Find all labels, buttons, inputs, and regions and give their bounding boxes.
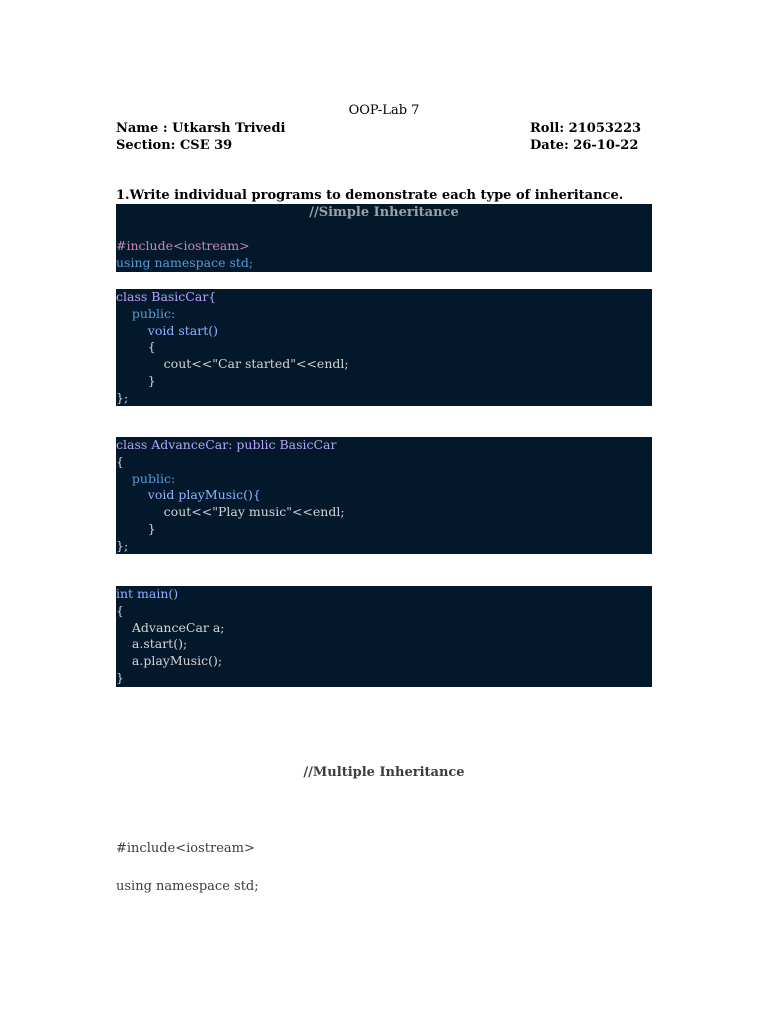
code-line: cout<<"Car started"<<endl; <box>116 356 349 372</box>
code-line: int main() <box>116 586 179 601</box>
code-line: }; <box>116 537 129 553</box>
student-name: Name : Utkarsh Trivedi <box>116 121 286 136</box>
code-block-main <box>116 586 652 687</box>
simple-inheritance-heading: //Simple Inheritance <box>309 205 459 220</box>
code-line: }; <box>116 389 129 405</box>
using-line <box>116 255 652 272</box>
code-line: class AdvanceCar: public BasicCar <box>116 437 337 452</box>
code-block-advancecar <box>116 437 652 554</box>
blank-line <box>116 221 652 238</box>
code-block-basiccar <box>116 289 652 406</box>
code-line: a.start(); <box>116 636 188 652</box>
code-line: void playMusic(){ <box>116 487 261 503</box>
include-directive-plain: #include<iostream> <box>116 841 255 856</box>
include-line <box>116 238 652 255</box>
question-text: 1.Write individual programs to demonstrate each type of inheritance. <box>116 188 624 203</box>
date-label: Date: 26-10-22 <box>530 138 639 153</box>
code-line: { <box>116 453 124 469</box>
include-directive: #include<iostream> <box>116 237 250 253</box>
code-line: { <box>116 339 156 355</box>
code-line: a.playMusic(); <box>116 653 223 669</box>
code-line: } <box>116 669 124 685</box>
code-line: { <box>116 602 124 618</box>
multiple-inheritance-heading: //Multiple Inheritance <box>303 765 465 780</box>
using-statement: using namespace std; <box>116 254 254 270</box>
code-line: class BasicCar{ <box>116 289 217 304</box>
code-line: void start() <box>116 322 218 338</box>
code-line: cout<<"Play music"<<endl; <box>116 504 345 520</box>
code-line: public: <box>116 470 176 486</box>
code-line: AdvanceCar a; <box>116 619 225 635</box>
code-line: } <box>116 520 156 536</box>
code-block-include <box>116 204 652 272</box>
roll-number: Roll: 21053223 <box>530 121 642 136</box>
using-statement-plain: using namespace std; <box>116 879 259 894</box>
document-title: OOP-Lab 7 <box>348 103 420 118</box>
code-line: } <box>116 372 156 388</box>
code-line: public: <box>116 305 176 321</box>
section-label: Section: CSE 39 <box>116 138 233 153</box>
